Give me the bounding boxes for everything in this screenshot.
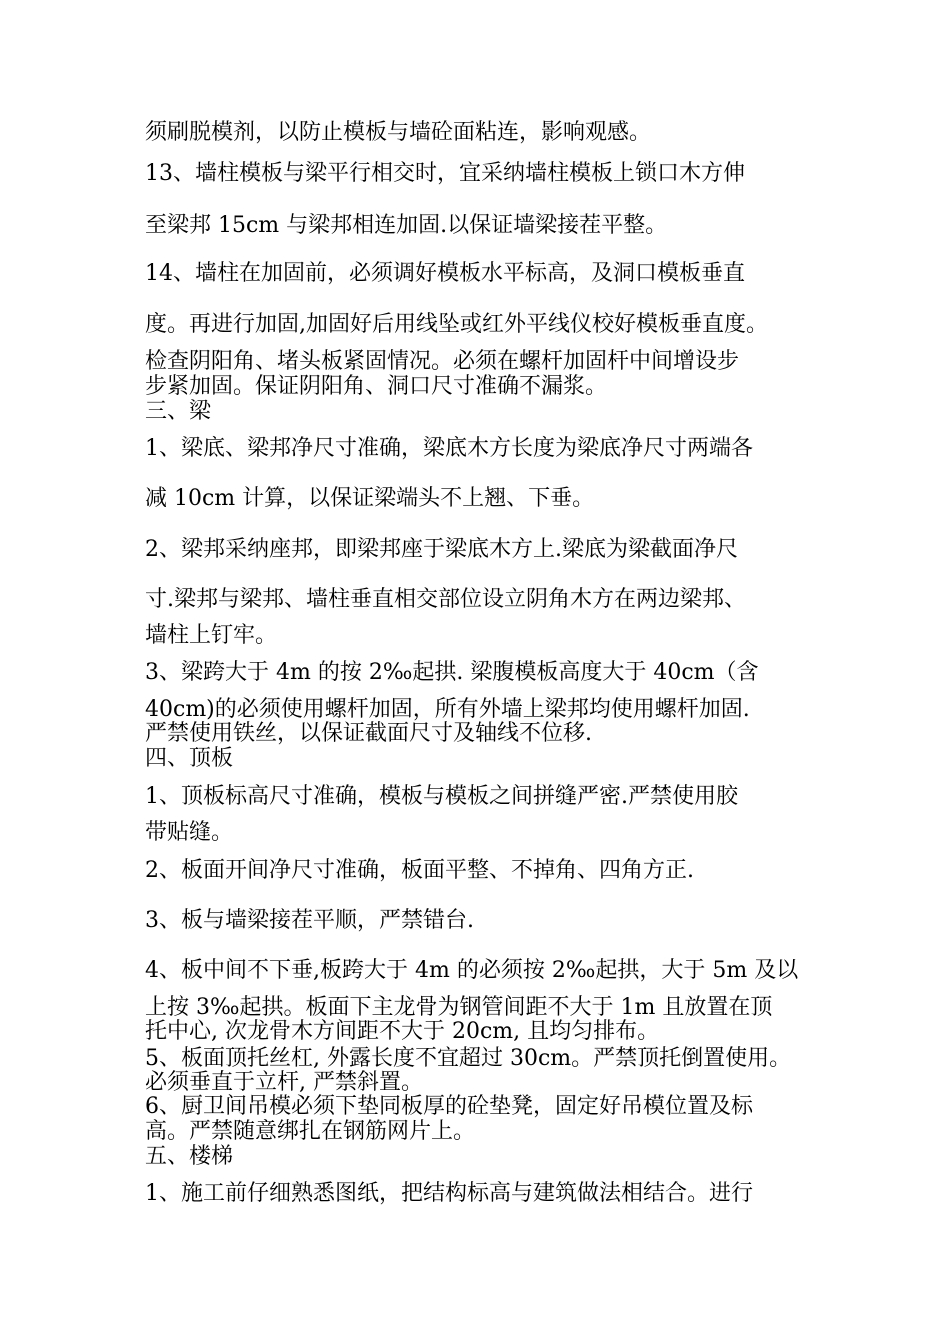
- text-line: 5、板面顶托丝杠, 外露长度不宜超过 30cm。严禁顶托倒置使用。: [145, 1046, 792, 1071]
- text-line: 必须垂直于立杆, 严禁斜置。: [145, 1070, 423, 1095]
- text-line: 检查阴阳角、堵头板紧固情况。必须在螺杆加固杆中间增设步: [145, 349, 740, 374]
- text-line: 1、施工前仔细熟悉图纸，把结构标高与建筑做法相结合。进行: [145, 1181, 753, 1206]
- text-line: 2、板面开间净尺寸准确，板面平整、不掉角、四角方正.: [145, 858, 694, 883]
- text-line: 4、板中间不下垂,板跨大于 4m 的必须按 2‰起拱，大于 5m 及以: [145, 958, 799, 983]
- text-line: 至梁邦 15cm 与梁邦相连加固.以保证墙梁接茬平整。: [145, 213, 668, 238]
- text-line: 度。再进行加固,加固好后用线坠或红外平线仪校好模板垂直度。: [145, 312, 768, 337]
- section-heading: 五、楼梯: [145, 1144, 234, 1169]
- text-line: 高。严禁随意绑扎在钢筋网片上。: [145, 1119, 476, 1144]
- text-line: 严禁使用铁丝，以保证截面尺寸及轴线不位移.: [145, 721, 592, 746]
- text-line: 托中心, 次龙骨木方间距不大于 20cm, 且均匀排布。: [145, 1019, 660, 1044]
- text-line: 须刷脱模剂，以防止模板与墙砼面粘连，影响观感。: [145, 120, 652, 145]
- text-line: 14、墙柱在加固前，必须调好模板水平标高，及洞口模板垂直: [145, 261, 745, 286]
- text-line: 13、墙柱模板与梁平行相交时，宜采纳墙柱模板上锁口木方伸: [145, 161, 745, 186]
- text-line: 寸.梁邦与梁邦、墙柱垂直相交部位设立阴角木方在两边梁邦、: [145, 587, 746, 612]
- text-line: 3、梁跨大于 4m 的按 2‰起拱. 梁腹模板高度大于 40cm（含: [145, 660, 759, 685]
- section-heading: 三、梁: [145, 399, 212, 424]
- text-line: 减 10cm 计算，以保证梁端头不上翘、下垂。: [145, 486, 595, 511]
- text-line: 1、梁底、梁邦净尺寸准确，梁底木方长度为梁底净尺寸两端各: [145, 436, 753, 461]
- text-line: 6、厨卫间吊模必须下垫同板厚的砼垫凳，固定好吊模位置及标: [145, 1094, 753, 1119]
- text-line: 3、板与墙梁接茬平顺，严禁错台.: [145, 908, 474, 933]
- text-line: 墙柱上钉牢。: [145, 623, 278, 648]
- text-line: 2、梁邦采纳座邦，即梁邦座于梁底木方上.梁底为梁截面净尺: [145, 537, 738, 562]
- text-line: 步紧加固。保证阴阳角、洞口尺寸准确不漏浆。: [145, 374, 608, 399]
- section-heading: 四、顶板: [145, 746, 234, 771]
- text-line: 1、顶板标高尺寸准确，模板与模板之间拼缝严密.严禁使用胶: [145, 784, 738, 809]
- text-line: 上按 3‰起拱。板面下主龙骨为钢管间距不大于 1m 且放置在顶: [145, 995, 773, 1020]
- text-line: 带贴缝。: [145, 820, 234, 845]
- text-line: 40cm)的必须使用螺杆加固，所有外墙上梁邦均使用螺杆加固.: [145, 697, 750, 722]
